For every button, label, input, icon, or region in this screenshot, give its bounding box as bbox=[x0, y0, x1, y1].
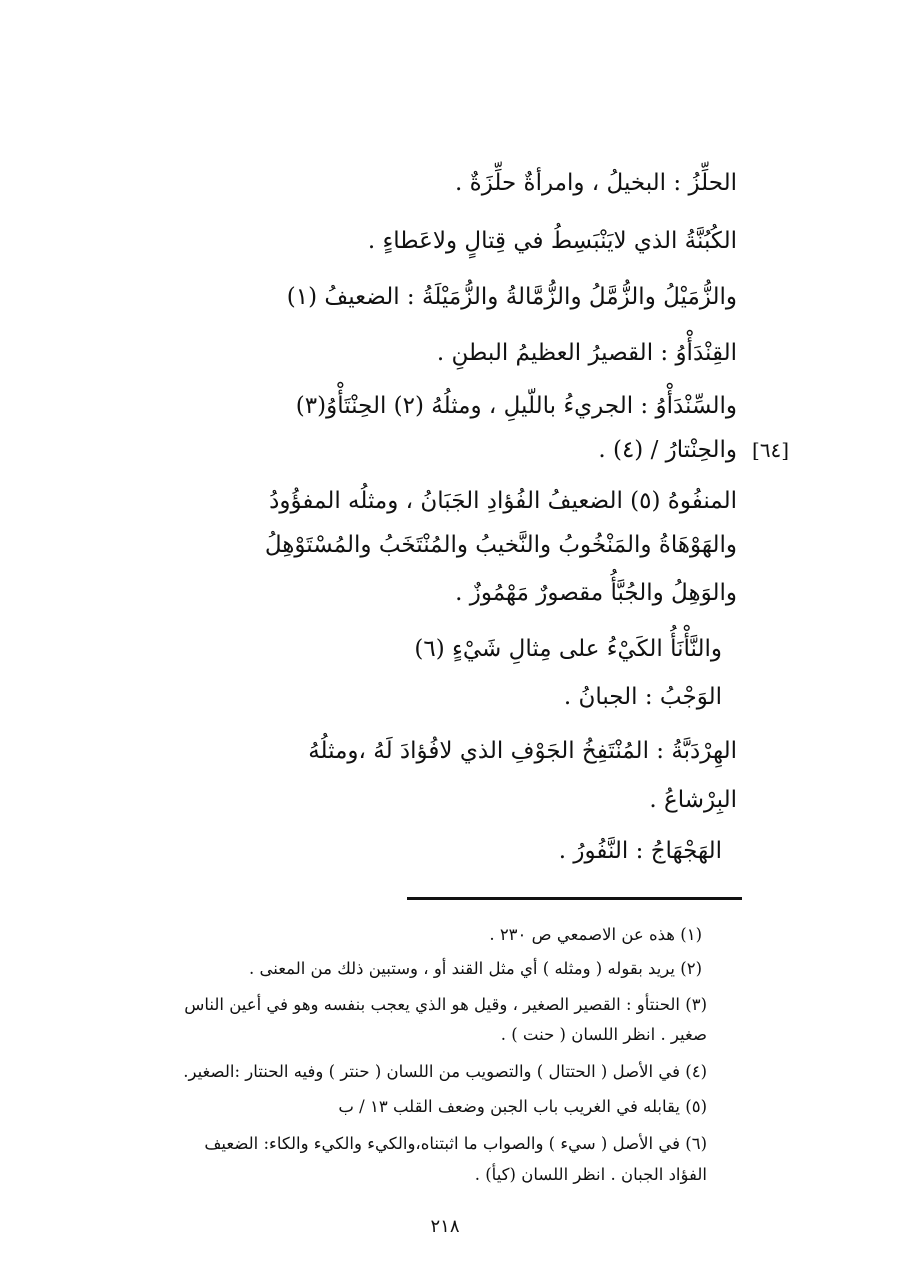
text-line: الهِرْدَبَّةُ : المُنْتَفِخُ الجَوْفِ الذي لافُؤادَ لَهُ ،ومثلُهُ bbox=[308, 738, 737, 764]
footnote: (١) هذه عن الاصمعي ص ٢٣٠ . bbox=[489, 925, 702, 944]
text-line: والسِّنْدَأْوُ : الجريءُ باللّيلِ ، ومثلُهُ (٢) الحِنْتَأْوُ(٣) bbox=[295, 393, 737, 419]
text-line: الكُبُنَّةُ الذي لايَنْبَسِطُ في قِتالٍ ولاعَطاءٍ . bbox=[367, 228, 737, 254]
text-line: والوَهِلُ والجُبَّأُ مقصورٌ مَهْمُوزٌ . bbox=[455, 580, 737, 606]
text-line: الوَجْبُ : الجبانُ . bbox=[563, 684, 722, 710]
page-number: ٢١٨ bbox=[430, 1216, 460, 1237]
footnote: (٥) يقابله في الغريب باب الجبن وضعف القلب ١٣ / ب bbox=[338, 1097, 707, 1116]
footnote: (٦) في الأصل ( سيء ) والصواب ما اثبتناه،والكيء والكيء والكاء: الضعيف bbox=[204, 1134, 707, 1153]
text-line: البِرْشاعُ . bbox=[649, 787, 737, 813]
footnote: صغير . انظر اللسان ( حنت ) . bbox=[500, 1025, 707, 1044]
footnote: (٤) في الأصل ( الحتتال ) والتصويب من اللسان ( حنتر ) وفيه الحنتار :الصغير. bbox=[183, 1062, 707, 1081]
footnote: (٢) يريد بقوله ( ومثله ) أي مثل القند أو ، وستبين ذلك من المعنى . bbox=[248, 959, 702, 978]
footnote-separator bbox=[407, 897, 742, 900]
text-line: الهَجْهَاجُ : النَّفُورُ . bbox=[558, 838, 722, 864]
text-line: والنَّأْنَأُ الكَيْءُ على مِثالِ شَيْءٍ (٦) bbox=[414, 636, 722, 662]
footnote: الفؤاد الجبان . انظر اللسان (كيأ) . bbox=[474, 1165, 707, 1184]
text-line: المنفُوهُ (٥) الضعيفُ الفُؤادِ الجَبَانُ ، ومثلُه المفؤُودُ bbox=[269, 488, 737, 514]
footnote: (٣) الحنتأو : القصير الصغير ، وقيل هو الذي يعجب بنفسه وهو في أعين الناس bbox=[184, 995, 707, 1014]
text-line: الحلِّزُ : البخيلُ ، وامرأةٌ حلِّزَةٌ . bbox=[455, 170, 737, 196]
text-line: والزُّمَيْلُ والزُّمَّلُ والزُّمَّالةُ والزُّمَيْلَةُ : الضعيفُ (١) bbox=[286, 284, 737, 310]
text-line: القِنْدَأْوُ : القصيرُ العظيمُ البطنِ . bbox=[436, 340, 737, 366]
manuscript-page-marker: [٦٤] bbox=[752, 438, 790, 462]
text-line: والهَوْهَاةُ والمَنْخُوبُ والنَّخيبُ والمُنْتَخَبُ والمُسْتَوْهِلُ bbox=[264, 532, 737, 558]
text-line: والحِنْتارُ / (٤) . bbox=[598, 437, 737, 463]
